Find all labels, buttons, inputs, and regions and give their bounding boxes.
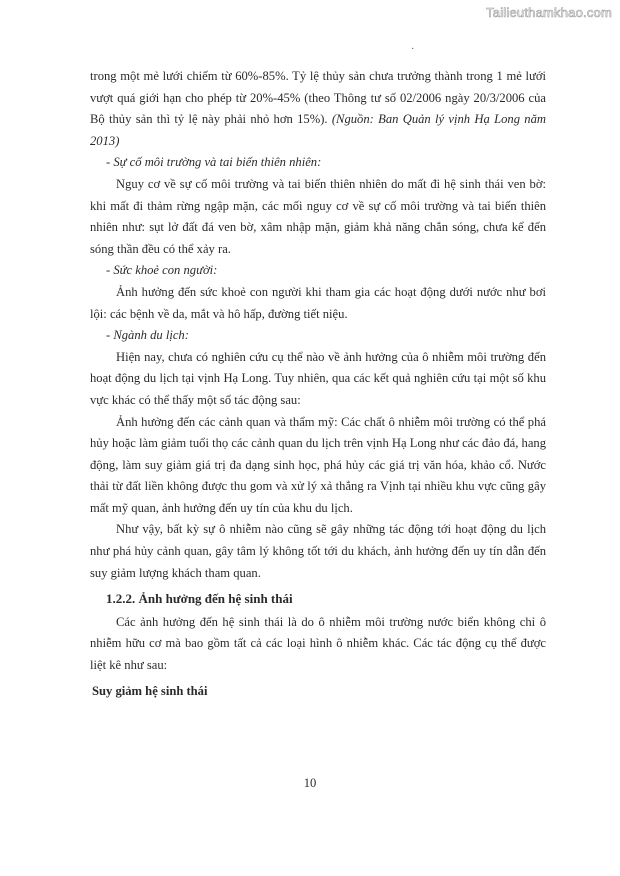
paragraph-continued bbox=[90, 66, 546, 152]
subsection-heading: Suy giảm hệ sinh thái bbox=[92, 683, 208, 698]
stray-dot: · bbox=[411, 44, 415, 55]
bullet-human-health: - Sức khoẻ con người: bbox=[106, 263, 218, 278]
source-citation: (Nguồn: Ban Quản lý vịnh Hạ Long năm 2013) bbox=[90, 112, 546, 148]
paragraph-ecosystem-intro: Các ảnh hưởng đến hệ sinh thái là do ô nhiễm môi trường nước biển không chỉ ô nhiễm hữu cơ mà bao gồm tất cả các loại hình ô nhiễm khác. Các tác động cụ thể được liệt kê như sau: bbox=[90, 614, 546, 673]
document-body bbox=[90, 66, 546, 702]
paragraph-tourism-research: Hiện nay, chưa có nghiên cứu cụ thể nào về ảnh hưởng của ô nhiễm môi trường đến hoạt động du lịch tại vịnh Hạ Long. Tuy nhiên, qua các kết quả nghiên cứu tại một số khu vực khác có thể thấy một số tác động sau: bbox=[90, 349, 546, 407]
paragraph-text: trong một mẻ lưới chiếm từ 60%-85%. Tỷ lệ thủy sản chưa trưởng thành trong 1 mẻ lưới vượt quá giới hạn cho phép từ 20%-45% (theo Thông tư số 02/2006 ngày 20/3/2006 của Bộ thủy sản thì tỷ lệ này phải nhỏ hơn 15%). bbox=[90, 69, 546, 127]
paragraph-tourism-summary: Như vậy, bất kỳ sự ô nhiễm nào cũng sẽ gây những tác động tới hoạt động du lịch như phá hủy cảnh quan, gây tâm lý không tốt tới du khách, ảnh hưởng đến uy tín dẫn đến suy giảm lượng khách tham quan. bbox=[90, 522, 546, 580]
page-number: 10 bbox=[303, 776, 317, 790]
paragraph-environment-risk: Nguy cơ về sự cố môi trường và tai biến thiên nhiên do mất đi hệ sinh thái ven bờ: khi mất đi thảm rừng ngập mặn, các mối nguy cơ về sự cố môi trường và tai biến thiên nhiên như: sụt lở đất đá ven bờ, xâm nhập mặn, giảm khả năng chắn sóng, chưa kể đến sóng thần đều có thể xảy ra. bbox=[90, 176, 546, 256]
bullet-tourism: - Ngành du lịch: bbox=[106, 328, 189, 343]
section-heading: 1.2.2. Ảnh hưởng đến hệ sinh thái bbox=[106, 591, 293, 607]
paragraph-landscape-impact: Ảnh hưởng đến các cảnh quan và thẩm mỹ: Các chất ô nhiễm môi trường có thể phá hủy hoặc làm giảm tuổi thọ các cảnh quan du lịch trên vịnh Hạ Long như các đảo đá, hang động, làm suy giảm giá trị đa dạng sinh học, phá hủy các giá trị văn hóa, khảo cổ. Nước thải từ đất liền không được thu gom và xử lý xả thẳng ra Vịnh tại nhiều khu vực cũng gây mất mỹ quan, ảnh hưởng đến uy tín của khu du lịch. bbox=[90, 414, 546, 515]
paragraph-health-impact: Ảnh hưởng đến sức khoẻ con người khi tham gia các hoạt động dưới nước như bơi lội: các bệnh về da, mắt và hô hấp, đường tiết niệu. bbox=[90, 284, 546, 321]
bullet-environment-incidents: - Sự cố môi trường và tai biến thiên nhiên: bbox=[106, 155, 322, 170]
watermark-text: Tailieuthamkhao.com bbox=[486, 5, 612, 20]
